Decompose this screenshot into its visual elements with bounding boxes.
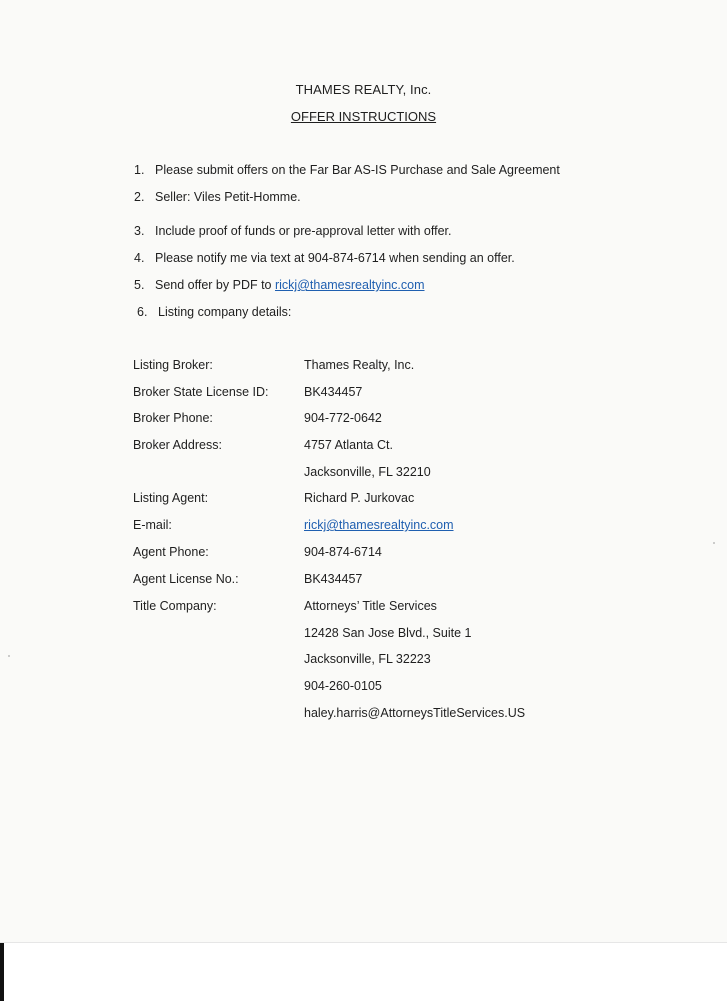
- instruction-number: 6.: [137, 305, 148, 319]
- scan-speck: [713, 542, 715, 544]
- agent-license-value: BK434457: [304, 572, 363, 586]
- instruction-item-3: [134, 224, 451, 238]
- instruction-number: 2.: [134, 190, 145, 204]
- scanner-edge-mark: [0, 943, 4, 1001]
- broker-address-label: Broker Address:: [133, 438, 222, 452]
- title-company-address2: Jacksonville, FL 32223: [304, 652, 431, 666]
- instruction-text: Please notify me via text at 904-874-6714 when sending an offer.: [155, 251, 515, 265]
- listing-broker-value: Thames Realty, Inc.: [304, 358, 415, 372]
- company-title: THAMES REALTY, Inc.: [295, 82, 432, 97]
- scan-speck: [8, 655, 10, 657]
- title-company-name: Attorneys’ Title Services: [304, 599, 437, 613]
- instruction-item-2: [134, 190, 301, 204]
- listing-broker-label: Listing Broker:: [133, 358, 213, 372]
- email-label: E-mail:: [133, 518, 172, 532]
- agent-email-link[interactable]: rickj@thamesrealtyinc.com: [304, 518, 454, 532]
- instruction-number: 5.: [134, 278, 145, 292]
- instruction-text: Please submit offers on the Far Bar AS-IS Purchase and Sale Agreement: [155, 163, 560, 177]
- instruction-item-5: [134, 278, 425, 292]
- offer-email-link[interactable]: rickj@thamesrealtyinc.com: [274, 278, 425, 292]
- instruction-item-4: [134, 251, 515, 265]
- instruction-item-1: [134, 163, 560, 177]
- broker-license-label: Broker State License ID:: [133, 385, 269, 399]
- broker-phone-label: Broker Phone:: [133, 411, 213, 425]
- offer-instructions-heading: OFFER INSTRUCTIONS: [290, 109, 437, 124]
- title-company-label: Title Company:: [133, 599, 217, 613]
- instruction-text: Listing company details:: [158, 305, 292, 319]
- instruction-text: Seller: Viles Petit-Homme.: [155, 190, 301, 204]
- scanner-margin: [0, 942, 727, 1001]
- instruction-item-6: [137, 305, 291, 319]
- title-company-phone: 904-260-0105: [304, 679, 382, 693]
- listing-agent-label: Listing Agent:: [133, 491, 209, 505]
- broker-license-value: BK434457: [304, 385, 363, 399]
- instruction-text: Include proof of funds or pre-approval letter with offer.: [155, 224, 452, 238]
- title-company-email: haley.harris@AttorneysTitleServices.US: [304, 706, 526, 720]
- listing-agent-value: Richard P. Jurkovac: [304, 491, 415, 505]
- title-company-address1: 12428 San Jose Blvd., Suite 1: [304, 626, 472, 640]
- instruction-text: Send offer by PDF to: [155, 278, 275, 292]
- agent-phone-value: 904-874-6714: [304, 545, 382, 559]
- broker-phone-value: 904-772-0642: [304, 411, 382, 425]
- agent-phone-label: Agent Phone:: [133, 545, 209, 559]
- instruction-number: 3.: [134, 224, 145, 238]
- broker-address-line2: Jacksonville, FL 32210: [304, 465, 431, 479]
- instruction-number: 1.: [134, 163, 145, 177]
- agent-license-label: Agent License No.:: [133, 572, 239, 586]
- broker-address-line1: 4757 Atlanta Ct.: [304, 438, 393, 452]
- instruction-number: 4.: [134, 251, 145, 265]
